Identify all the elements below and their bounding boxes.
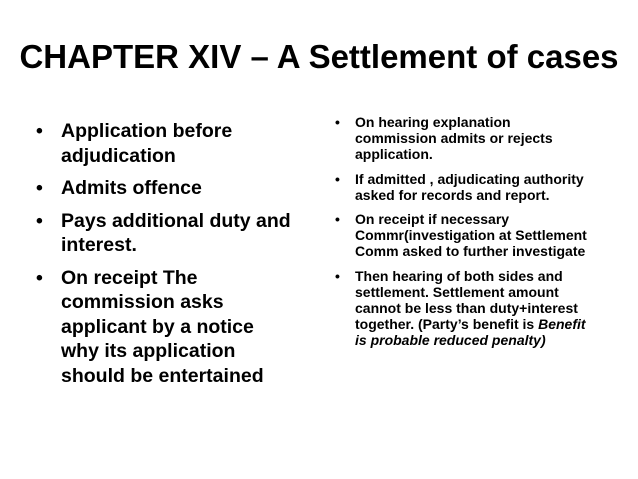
bullet-text: Then hearing of both sides and settlement. Settlement amount cannot be less than duty+interest together. (Party’s benefit is xyxy=(355,267,578,333)
bullet-text-emphasis: Benefit is probable reduced penalty) xyxy=(355,316,586,349)
list-item xyxy=(36,176,296,201)
bullet-icon: • xyxy=(36,209,43,232)
bullet-text: On receipt The commission asks applicant by a notice why its application should be entertained xyxy=(61,266,264,387)
list-item xyxy=(331,211,591,260)
bullet-text: Application before adjudication xyxy=(61,120,233,167)
bullet-text: On hearing explanation commission admits or rejects application. xyxy=(355,114,553,163)
list-item xyxy=(36,209,296,258)
bullet-icon: • xyxy=(335,114,340,130)
list-item xyxy=(331,268,591,349)
bullet-icon: • xyxy=(335,267,340,284)
bullet-text: Admits offence xyxy=(61,177,202,199)
list-item xyxy=(36,266,296,389)
bullet-text: On receipt if necessary Commr(investigation at Settlement Comm asked to further investigate xyxy=(355,211,587,260)
bullet-icon: • xyxy=(36,120,43,142)
left-bullet-list xyxy=(36,119,296,396)
bullet-icon: • xyxy=(335,211,340,228)
list-item xyxy=(331,114,591,163)
bullet-icon: • xyxy=(36,177,43,199)
bullet-icon: • xyxy=(36,266,43,289)
list-item xyxy=(331,171,591,203)
right-bullet-list xyxy=(331,114,591,357)
list-item xyxy=(36,119,296,168)
bullet-icon: • xyxy=(335,170,340,187)
bullet-text: Pays additional duty and interest. xyxy=(61,209,291,256)
bullet-text: If admitted , adjudicating authority asked for records and report. xyxy=(355,170,584,203)
slide-title: CHAPTER XIV – A Settlement of cases xyxy=(19,38,619,75)
